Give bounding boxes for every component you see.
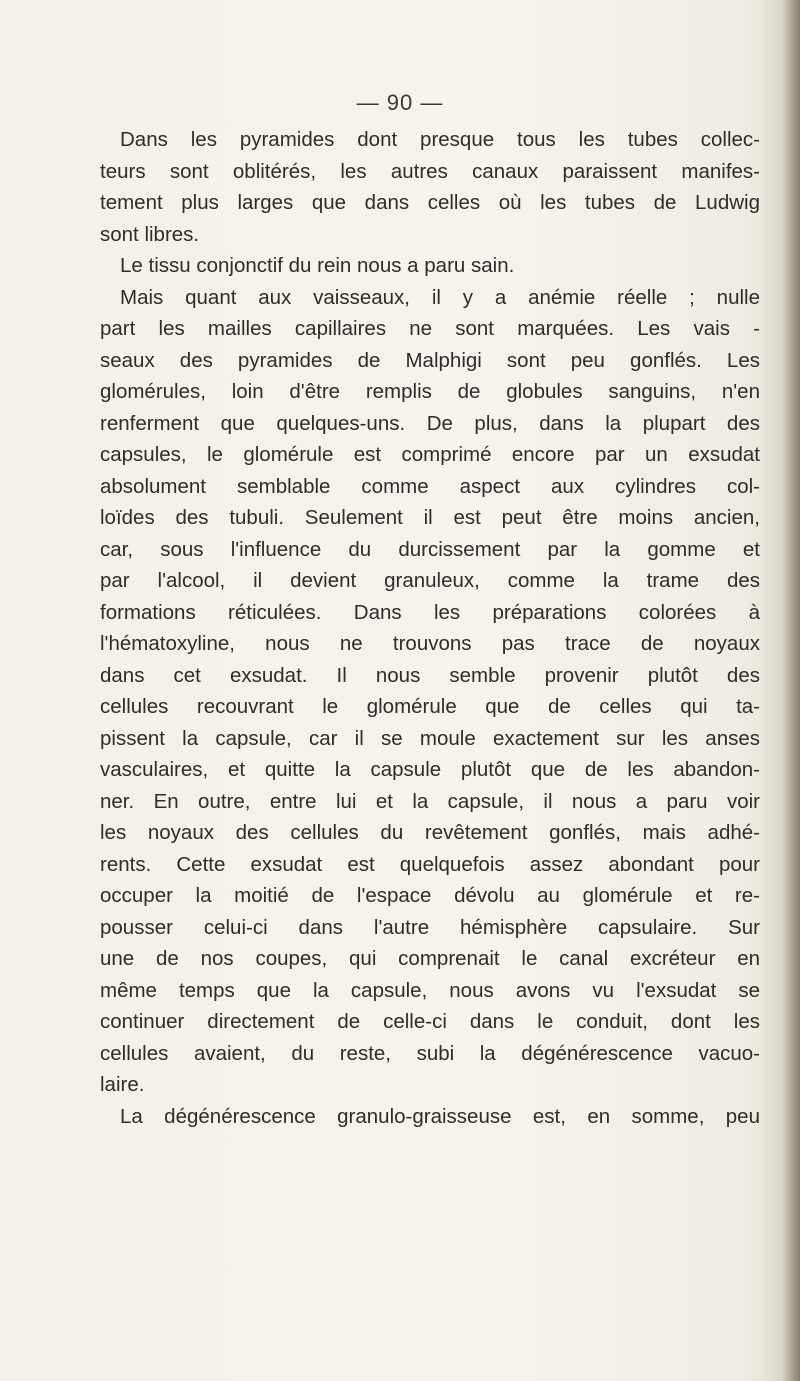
text-line: sont libres. bbox=[100, 222, 200, 246]
text-line: pissent la capsule, car il se moule exactement sur les anses bbox=[100, 726, 760, 750]
text-line: laire. bbox=[100, 1073, 145, 1096]
text-line: renferment que quelques-uns. De plus, dans la plupart des bbox=[100, 411, 760, 435]
text-line: occuper la moitié de l'espace dévolu au glomérule et re- bbox=[100, 884, 760, 907]
text-line: dans cet exsudat. Il nous semble provenir plutôt des bbox=[100, 663, 760, 687]
text-line: Le tissu conjonctif du rein nous a paru sain. bbox=[120, 254, 515, 277]
text-line: ner. En outre, entre lui et la capsule, il nous a paru voir bbox=[100, 789, 760, 813]
text-line: continuer directement de celle-ci dans le conduit, dont les bbox=[100, 1010, 760, 1033]
text-line: cellules avaient, du reste, subi la dégénérescence vacuo- bbox=[100, 1041, 760, 1065]
text-line: rents. Cette exsudat est quelquefois assez abondant pour bbox=[100, 852, 760, 876]
text-line: glomérules, loin d'être remplis de globules sanguins, n'en bbox=[100, 380, 760, 403]
text-line: cellules recouvrant le glomérule que de celles qui ta- bbox=[100, 695, 760, 718]
text-line: formations réticulées. Dans les préparations colorées à bbox=[100, 600, 760, 624]
text-line: Dans les pyramides dont presque tous les tubes collec- bbox=[120, 128, 760, 151]
text-line: capsules, le glomérule est comprimé encore par un exsudat bbox=[100, 443, 760, 466]
page-edge-shadow bbox=[760, 0, 800, 1381]
page-number: — 90 — bbox=[356, 90, 444, 115]
text-line: les noyaux des cellules du revêtement gonflés, mais adhé- bbox=[100, 821, 760, 844]
text-line: tement plus larges que dans celles où les tubes de Ludwig bbox=[100, 191, 760, 214]
text-line: par l'alcool, il devient granuleux, comme la trame des bbox=[100, 569, 760, 592]
text-line: une de nos coupes, qui comprenait le canal excréteur en bbox=[100, 947, 760, 970]
text-line: part les mailles capillaires ne sont marquées. Les vais - bbox=[100, 317, 760, 340]
body-text bbox=[100, 124, 760, 1132]
text-line: loïdes des tubuli. Seulement il est peut être moins ancien, bbox=[100, 506, 760, 529]
text-line: car, sous l'influence du durcissement par la gomme et bbox=[100, 537, 760, 561]
text-line: teurs sont oblitérés, les autres canaux paraissent manifes- bbox=[100, 159, 760, 183]
text-line: pousser celui-ci dans l'autre hémisphère capsulaire. Sur bbox=[100, 915, 760, 939]
text-line: l'hématoxyline, nous ne trouvons pas trace de noyaux bbox=[100, 632, 760, 655]
text-line: La dégénérescence granulo-graisseuse est, en somme, peu bbox=[120, 1104, 760, 1128]
text-line: même temps que la capsule, nous avons vu l'exsudat se bbox=[100, 978, 760, 1002]
text-line: absolument semblable comme aspect aux cylindres col- bbox=[100, 474, 760, 498]
text-line: Mais quant aux vaisseaux, il y a anémie réelle ; nulle bbox=[120, 285, 760, 309]
text-line: vasculaires, et quitte la capsule plutôt que de les abandon- bbox=[100, 758, 760, 781]
text-line: seaux des pyramides de Malphigi sont peu gonflés. Les bbox=[100, 348, 760, 372]
